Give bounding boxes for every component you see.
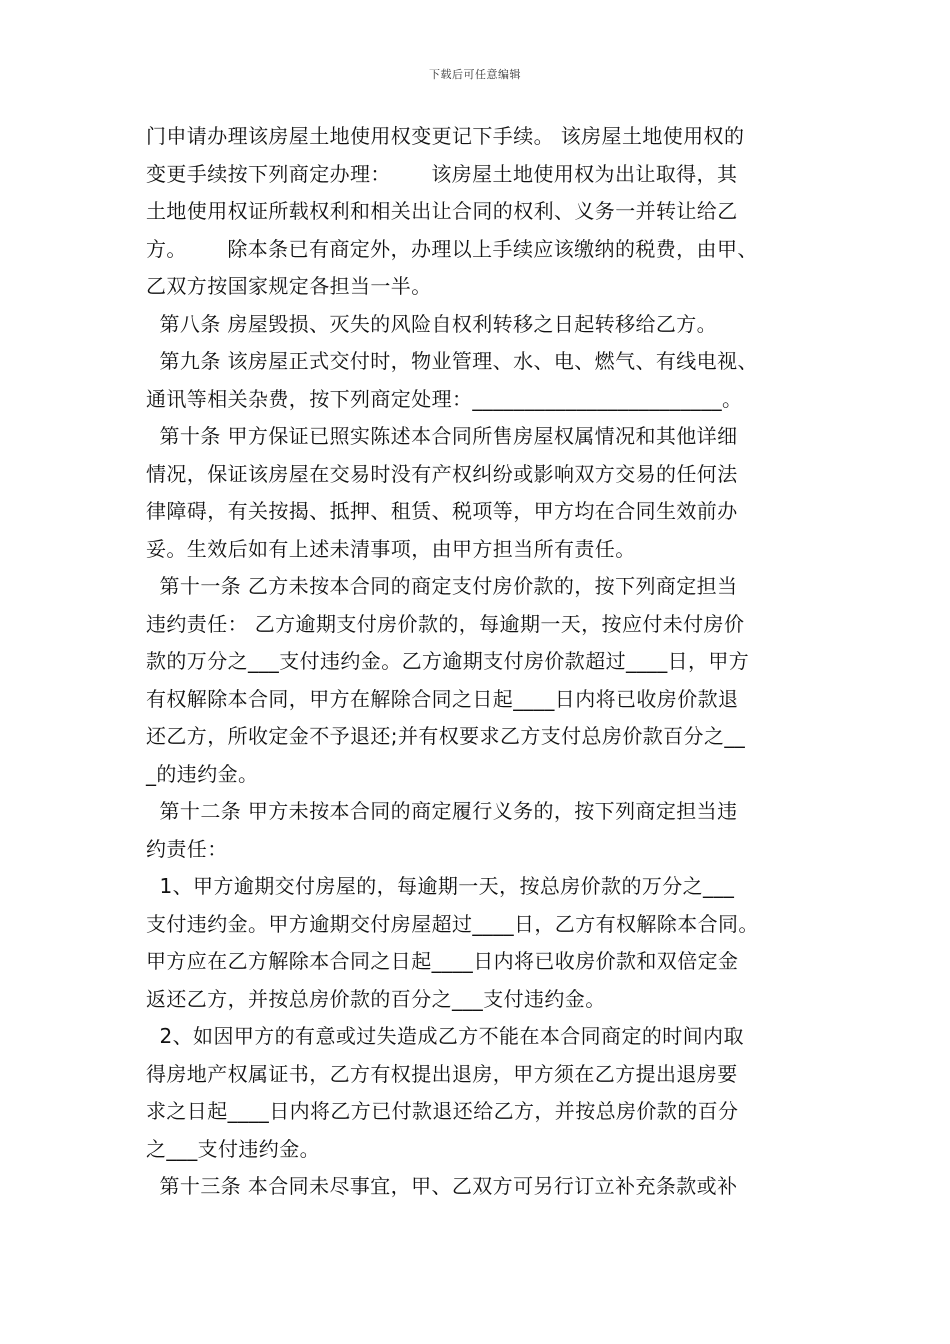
text-line: 返还乙方，并按总房价款的百分之___支付违约金。 [146,986,606,1011]
clause-12-1: 1、甲方逾期交付房屋的，每逾期一天，按总房价款的万分之___ [146,874,735,898]
text-line: 还乙方，所收定金不予退还;并有权要求乙方支付总房价款百分之__ [146,724,746,748]
article-9: 第九条 该房屋正式交付时，物业管理、水、电、燃气、有线电视、 [146,349,758,373]
text-line: 得房地产权属证书，乙方有权提出退房，甲方须在乙方提出退房要 [146,1061,738,1086]
contract-body [146,118,814,1206]
article-13: 第十三条 本合同未尽事宜，甲、乙双方可另行订立补充条款或补 [146,1174,738,1198]
text-line: 款的万分之___支付违约金。乙方逾期支付房价款超过____日，甲方 [146,649,750,673]
text-line: 土地使用权证所载权利和相关出让合同的权利、义务一并转让给乙 [146,199,738,223]
text-line: 之___支付违约金。 [146,1136,320,1161]
text-line: 违约责任： 乙方逾期支付房价款的，每逾期一天，按应付未付房价 [146,611,745,636]
article-12: 第十二条 甲方未按本合同的商定履行义务的，按下列商定担当违 [146,799,738,823]
text-line: _的违约金。 [146,761,259,786]
text-line: 门申请办理该房屋土地使用权变更记下手续。 该房屋土地使用权的 [146,124,745,148]
text-line: 通讯等相关杂费，按下列商定处理：________________________。 [146,386,743,411]
text-line: 情况，保证该房屋在交易时没有产权纠纷或影响双方交易的任何法 [146,461,738,486]
text-line: 妥。生效后如有上述未清事项，由甲方担当所有责任。 [146,536,636,561]
text-line: 求之日起____日内将乙方已付款退还给乙方，并按总房价款的百分 [146,1099,739,1123]
text-line: 律障碍，有关按揭、抵押、租赁、税项等，甲方均在合同生效前办 [146,499,738,523]
text-line: 有权解除本合同，甲方在解除合同之日起____日内将已收房价款退 [146,686,739,711]
text-line: 约责任： [146,836,228,861]
text-line: 甲方应在乙方解除本合同之日起____日内将已收房价款和双倍定金 [146,949,739,973]
article-10: 第十条 甲方保证已照实陈述本合同所售房屋权属情况和其他详细 [146,424,738,448]
text-line: 变更手续按下列商定办理： 该房屋土地使用权为出让取得，其 [146,161,738,186]
text-line: 方。 除本条已有商定外，办理以上手续应该缴纳的税费，由甲、 [146,236,758,261]
text-line: 支付违约金。甲方逾期交付房屋超过____日，乙方有权解除本合同。 [146,911,759,936]
article-11: 第十一条 乙方未按本合同的商定支付房价款的，按下列商定担当 [146,574,738,598]
clause-12-2: 2、如因甲方的有意或过失造成乙方不能在本合同商定的时间内取 [146,1024,744,1048]
page-header: 下载后可任意编辑 [429,68,521,81]
article-8: 第八条 房屋毁损、灭失的风险自权利转移之日起转移给乙方。 [146,311,718,336]
text-line: 乙双方按国家规定各担当一半。 [146,274,432,298]
